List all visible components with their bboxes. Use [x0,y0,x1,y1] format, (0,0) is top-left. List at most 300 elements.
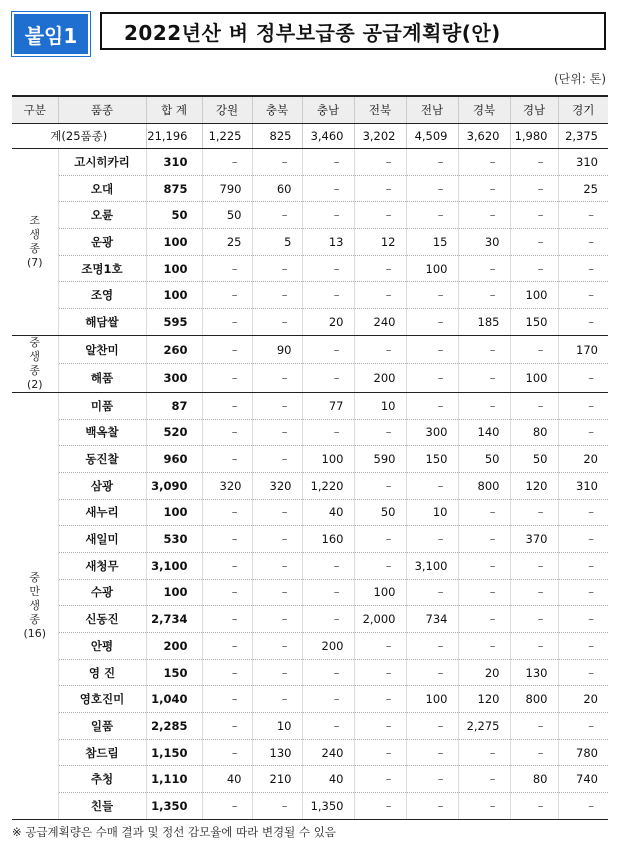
column-header: 구분 [12,96,58,124]
region-cell: – [406,282,458,309]
row-total-cell: 960 [146,446,202,473]
region-cell: – [558,713,608,740]
region-cell: – [406,364,458,393]
region-cell: – [458,606,510,633]
region-cell: 40 [302,499,354,526]
region-cell: – [202,392,252,419]
group-label-char: 종 [29,612,41,626]
region-cell: – [458,202,510,229]
region-cell: – [354,335,406,364]
region-cell: – [202,282,252,309]
region-cell: – [406,175,458,202]
row-total-cell: 3,090 [146,472,202,499]
variety-name: 새누리 [58,499,146,526]
region-cell: – [252,552,302,579]
region-cell: 100 [406,255,458,282]
table-row [12,255,608,282]
total-cell: 2,375 [558,124,608,149]
group-label-char: 종 [29,363,41,377]
region-cell: 40 [202,766,252,793]
region-cell: – [406,793,458,820]
region-cell: – [510,392,558,419]
region-cell: – [510,149,558,176]
region-cell: – [510,255,558,282]
region-cell: – [354,739,406,766]
region-cell: – [302,202,354,229]
column-header: 충북 [252,96,302,124]
total-cell: 21,196 [146,124,202,149]
row-total-cell: 100 [146,499,202,526]
footnote: ※ 공급계획량은 수매 결과 및 정선 감모율에 따라 변경될 수 있음 [12,825,336,839]
region-cell: – [252,255,302,282]
region-cell: – [252,419,302,446]
row-total-cell: 875 [146,175,202,202]
region-cell: – [252,606,302,633]
group-label-char: 만 [29,584,41,598]
table-row [12,364,608,393]
region-cell: 800 [458,472,510,499]
region-cell: – [458,579,510,606]
region-cell: – [458,793,510,820]
region-cell: 90 [252,335,302,364]
row-total-cell: 595 [146,309,202,336]
row-total-cell: 260 [146,335,202,364]
region-cell: 40 [302,766,354,793]
group-label-char: 중 [29,335,41,349]
row-total-cell: 100 [146,229,202,256]
region-cell: 20 [302,309,354,336]
region-cell: – [510,579,558,606]
region-cell: 734 [406,606,458,633]
region-cell: – [202,686,252,713]
variety-name: 운광 [58,229,146,256]
region-cell: – [458,633,510,660]
region-cell: – [302,713,354,740]
region-cell: – [458,282,510,309]
region-cell: – [354,713,406,740]
row-total-cell: 200 [146,633,202,660]
region-cell: – [202,309,252,336]
region-cell: – [510,499,558,526]
row-total-cell: 1,040 [146,686,202,713]
region-cell: 310 [558,472,608,499]
region-cell: – [354,633,406,660]
region-cell: – [354,202,406,229]
group-label-char: (7) [26,255,43,269]
region-cell: 300 [406,419,458,446]
region-cell: – [202,633,252,660]
variety-name: 동진찰 [58,446,146,473]
region-cell: – [252,793,302,820]
region-cell: – [406,472,458,499]
region-cell: – [302,419,354,446]
region-cell: 100 [406,686,458,713]
region-cell: – [302,659,354,686]
region-cell: – [252,526,302,553]
region-cell: – [252,659,302,686]
region-cell: – [302,579,354,606]
row-total-cell: 50 [146,202,202,229]
region-cell: 10 [252,713,302,740]
region-cell: – [510,633,558,660]
region-cell: – [458,766,510,793]
table-row [12,202,608,229]
region-cell: – [458,149,510,176]
region-cell: – [558,606,608,633]
region-cell: 150 [510,309,558,336]
row-total-cell: 2,285 [146,713,202,740]
region-cell: 20 [458,659,510,686]
region-cell: – [252,392,302,419]
region-cell: 320 [252,472,302,499]
region-cell: – [558,255,608,282]
table-row [12,149,608,176]
region-cell: – [558,202,608,229]
region-cell: – [354,659,406,686]
region-cell: – [252,202,302,229]
table-body [12,149,608,820]
region-cell: – [406,335,458,364]
variety-name: 추청 [58,766,146,793]
region-cell: 13 [302,229,354,256]
region-cell: – [302,686,354,713]
region-cell: 100 [354,579,406,606]
region-cell: 2,000 [354,606,406,633]
region-cell: – [558,579,608,606]
group-label [12,392,58,819]
row-total-cell: 100 [146,282,202,309]
row-total-cell: 520 [146,419,202,446]
table-row [12,766,608,793]
table-row [12,282,608,309]
table-row [12,446,608,473]
table-row [12,793,608,820]
region-cell: 210 [252,766,302,793]
region-cell: – [458,499,510,526]
region-cell: 25 [202,229,252,256]
region-cell: 1,220 [302,472,354,499]
region-cell: – [252,309,302,336]
region-cell: – [202,793,252,820]
total-cell: 3,202 [354,124,406,149]
title-row [12,12,608,56]
region-cell: – [354,526,406,553]
region-cell: – [202,335,252,364]
region-cell: – [354,419,406,446]
region-cell: 100 [510,282,558,309]
region-cell: – [302,552,354,579]
table-row [12,526,608,553]
region-cell: – [202,552,252,579]
region-cell: – [252,446,302,473]
region-cell: – [406,202,458,229]
variety-name: 친들 [58,793,146,820]
region-cell: 200 [354,364,406,393]
region-cell: – [458,175,510,202]
region-cell: – [458,364,510,393]
region-cell: – [252,633,302,660]
region-cell: 10 [354,392,406,419]
unit-label: (단위: 톤) [554,72,606,86]
region-cell: – [510,739,558,766]
header-row [12,96,608,124]
region-cell: – [510,793,558,820]
region-cell: 140 [458,419,510,446]
table-row [12,686,608,713]
row-total-cell: 300 [146,364,202,393]
table-row [12,229,608,256]
attachment-tag: 붙임1 [12,12,90,56]
region-cell: 120 [458,686,510,713]
group-label [12,149,58,336]
region-cell: – [354,552,406,579]
table-row [12,472,608,499]
variety-name: 신동진 [58,606,146,633]
table-row [12,335,608,364]
region-cell: – [202,606,252,633]
group-label-char: 종 [29,241,41,255]
region-cell: – [510,175,558,202]
region-cell: – [406,659,458,686]
variety-name: 조명1호 [58,255,146,282]
region-cell: – [510,229,558,256]
region-cell: – [302,606,354,633]
region-cell: – [354,255,406,282]
column-header: 경기 [558,96,608,124]
region-cell: 80 [510,766,558,793]
group-label [12,335,58,392]
region-cell: 240 [302,739,354,766]
region-cell: – [202,713,252,740]
row-total-cell: 100 [146,255,202,282]
total-row [12,124,608,149]
region-cell: 240 [354,309,406,336]
group-label-char: 조 [29,213,41,227]
column-header: 경남 [510,96,558,124]
region-cell: – [558,392,608,419]
region-cell: 20 [558,446,608,473]
region-cell: – [354,686,406,713]
group-label-char: 생 [29,598,41,612]
table-row [12,713,608,740]
region-cell: – [202,526,252,553]
region-cell: – [406,526,458,553]
region-cell: 10 [406,499,458,526]
region-cell: 800 [510,686,558,713]
region-cell: – [252,499,302,526]
total-cell: 4,509 [406,124,458,149]
total-cell: 825 [252,124,302,149]
region-cell: – [202,149,252,176]
row-total-cell: 100 [146,579,202,606]
variety-name: 해품 [58,364,146,393]
variety-name: 알찬미 [58,335,146,364]
region-cell: 200 [302,633,354,660]
variety-name: 해담쌀 [58,309,146,336]
region-cell: 170 [558,335,608,364]
region-cell: – [558,552,608,579]
region-cell: – [354,766,406,793]
region-cell: – [202,255,252,282]
region-cell: – [458,255,510,282]
table-row [12,392,608,419]
region-cell: – [558,659,608,686]
table-row [12,552,608,579]
region-cell: 50 [202,202,252,229]
region-cell: – [202,659,252,686]
column-header: 강원 [202,96,252,124]
region-cell: – [252,149,302,176]
region-cell: – [202,446,252,473]
variety-name: 미품 [58,392,146,419]
region-cell: 50 [510,446,558,473]
variety-name: 고시히카리 [58,149,146,176]
region-cell: – [302,149,354,176]
column-header: 품종 [58,96,146,124]
variety-name: 새청무 [58,552,146,579]
column-header: 전북 [354,96,406,124]
region-cell: – [510,335,558,364]
region-cell: 130 [510,659,558,686]
variety-name: 영 진 [58,659,146,686]
group-label-char: 생 [29,349,41,363]
variety-name: 안평 [58,633,146,660]
region-cell: – [510,713,558,740]
region-cell: – [202,739,252,766]
region-cell: – [202,419,252,446]
region-cell: – [458,739,510,766]
table-row [12,175,608,202]
row-total-cell: 530 [146,526,202,553]
region-cell: – [354,149,406,176]
region-cell: – [354,175,406,202]
variety-name: 오대 [58,175,146,202]
region-cell: – [252,364,302,393]
region-cell: – [406,633,458,660]
region-cell: 77 [302,392,354,419]
group-label-char: (2) [26,377,43,391]
region-cell: – [406,579,458,606]
region-cell: 780 [558,739,608,766]
region-cell: 12 [354,229,406,256]
region-cell: – [558,309,608,336]
table-row [12,579,608,606]
table-row [12,309,608,336]
row-total-cell: 310 [146,149,202,176]
table-row [12,739,608,766]
total-cell: 3,460 [302,124,354,149]
region-cell: – [458,392,510,419]
region-cell: – [558,229,608,256]
region-cell: – [510,606,558,633]
group-label-char: (16) [23,626,47,640]
region-cell: – [558,793,608,820]
region-cell: – [558,499,608,526]
region-cell: – [510,552,558,579]
row-total-cell: 1,110 [146,766,202,793]
region-cell: – [406,149,458,176]
region-cell: 160 [302,526,354,553]
table-row [12,659,608,686]
column-header: 전남 [406,96,458,124]
region-cell: 320 [202,472,252,499]
region-cell: – [458,335,510,364]
region-cell: – [302,364,354,393]
region-cell: – [458,552,510,579]
table-row [12,606,608,633]
region-cell: – [302,282,354,309]
document-title: 2022년산 벼 정부보급종 공급계획량(안) [100,12,606,50]
variety-name: 조영 [58,282,146,309]
row-total-cell: 87 [146,392,202,419]
region-cell: – [202,364,252,393]
region-cell: 310 [558,149,608,176]
region-cell: – [252,686,302,713]
region-cell: 790 [202,175,252,202]
region-cell: – [510,202,558,229]
region-cell: – [558,419,608,446]
region-cell: 2,275 [458,713,510,740]
variety-name: 수광 [58,579,146,606]
table-row [12,499,608,526]
column-header: 합 계 [146,96,202,124]
column-header: 충남 [302,96,354,124]
region-cell: 150 [406,446,458,473]
region-cell: 3,100 [406,552,458,579]
region-cell: 60 [252,175,302,202]
region-cell: – [302,175,354,202]
region-cell: 120 [510,472,558,499]
variety-name: 참드림 [58,739,146,766]
group-label-char: 중 [29,570,41,584]
region-cell: 15 [406,229,458,256]
region-cell: – [252,282,302,309]
column-header: 경북 [458,96,510,124]
table-row [12,419,608,446]
region-cell: 185 [458,309,510,336]
region-cell: – [354,282,406,309]
row-total-cell: 1,150 [146,739,202,766]
variety-name: 영호진미 [58,686,146,713]
region-cell: – [406,392,458,419]
region-cell: – [558,633,608,660]
row-total-cell: 150 [146,659,202,686]
total-cell: 1,980 [510,124,558,149]
region-cell: – [558,282,608,309]
region-cell: – [558,526,608,553]
region-cell: – [302,335,354,364]
region-cell: – [202,579,252,606]
total-cell: 1,225 [202,124,252,149]
variety-name: 새일미 [58,526,146,553]
region-cell: – [558,364,608,393]
region-cell: 100 [302,446,354,473]
region-cell: 20 [558,686,608,713]
row-total-cell: 1,350 [146,793,202,820]
region-cell: – [302,255,354,282]
region-cell: 50 [458,446,510,473]
variety-name: 일품 [58,713,146,740]
table-row [12,633,608,660]
region-cell: 50 [354,499,406,526]
region-cell: 100 [510,364,558,393]
region-cell: – [406,713,458,740]
total-cell: 3,620 [458,124,510,149]
row-total-cell: 3,100 [146,552,202,579]
region-cell: – [202,499,252,526]
variety-name: 오륜 [58,202,146,229]
region-cell: – [406,309,458,336]
